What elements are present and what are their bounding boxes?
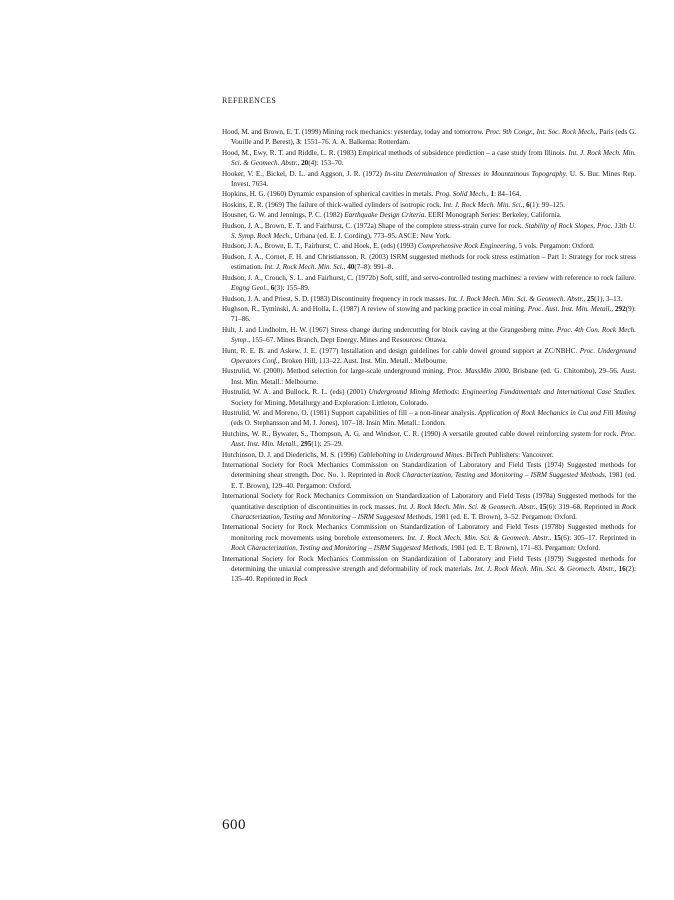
reference-entry bbox=[222, 200, 636, 210]
reference-text: , bbox=[343, 263, 348, 272]
reference-text: 25 bbox=[587, 294, 595, 303]
reference-text: Proc. 9th Congr., Int. Soc. Rock Mech. bbox=[485, 128, 596, 136]
reference-text: Hughson, R., Tyminski, A. and Holla, L. (1987) A review of stowing and packing practice in coal mining. bbox=[222, 304, 528, 313]
reference-text: (7–8): 991–8. bbox=[354, 263, 394, 272]
reference-text: , bbox=[614, 565, 619, 574]
reference-entry bbox=[222, 387, 636, 408]
reference-entry bbox=[222, 221, 636, 242]
reference-text: , bbox=[522, 200, 527, 209]
reference-text: Hoskins, E. R. (1969) The failure of thick-walled cylinders of isotropic rock. bbox=[222, 200, 444, 209]
reference-entry bbox=[222, 408, 636, 429]
reference-entry bbox=[222, 273, 636, 294]
reference-text: Hopkins, H. G. (1960) Dynamic expansion of spherical cavities in metals. bbox=[222, 190, 436, 199]
reference-entry bbox=[222, 460, 636, 491]
reference-text: Int. J. Rock Mech. Min. Sci. bbox=[264, 263, 344, 272]
reference-text: Int. J. Rock Mech. Min. Sci. bbox=[443, 200, 523, 209]
reference-text: , bbox=[583, 294, 587, 303]
reference-text: (6): 305–17. Reprinted in bbox=[560, 533, 636, 542]
reference-entry bbox=[222, 554, 636, 585]
reference-entry bbox=[222, 148, 636, 169]
reference-entry bbox=[222, 429, 636, 450]
reference-text: U. S. Bur. Mines Rep. Invest. 7654. bbox=[231, 169, 637, 189]
reference-text: In-situ Determination of Stresses in Mountainous Topography. bbox=[384, 169, 568, 178]
reference-entry bbox=[222, 366, 636, 387]
running-head: REFERENCES bbox=[222, 96, 277, 105]
reference-text: Comprehensive Rock Engineering bbox=[417, 242, 516, 251]
reference-text: , bbox=[535, 502, 540, 511]
reference-text: 15 bbox=[539, 502, 547, 511]
reference-text: Hudson, J. A., Cornet, F. H. and Christiansson, R. (2003) ISRM suggested methods for rock stress estimation – Part 1: Strategy for rock stress estimation. bbox=[222, 252, 636, 272]
reference-text: , Urbana (ed. E. J. Cording), 773–95. ASCE: New York. bbox=[290, 232, 451, 241]
reference-entry bbox=[222, 210, 636, 220]
reference-text: Society for Mining, Metallurgy and Exploration: Littleton, Colorado. bbox=[231, 398, 429, 407]
reference-text: , bbox=[486, 190, 491, 199]
reference-text: Int. J. Rock Mech. Min. Sci. & Geomech. Abstr. bbox=[398, 502, 536, 511]
reference-entry bbox=[222, 450, 636, 460]
reference-text: Earthquake Design Criteria. bbox=[344, 211, 427, 220]
reference-text: Rock bbox=[293, 575, 308, 584]
reference-text: International Society for Rock Mechanics Commission on Standardization of Laboratory and Field Tests (1979) Suggested methods for determining the uniaxial compressive strength and deformability of rock materials. bbox=[222, 554, 636, 574]
reference-text: Underground Mining Methods: Engineering Fundamentals and International Case Studies. bbox=[368, 388, 637, 397]
reference-text: Rock Characterization, Testing and Monitoring – ISRM Suggested Methods bbox=[231, 544, 448, 553]
reference-list bbox=[222, 127, 636, 585]
reference-text: Hutchins, W. R., Bywater, S., Thompson, A. G. and Windsor, C. R. (1990) A versatile grouted cable dowel reinforcing system for rock. bbox=[222, 429, 621, 438]
reference-text: (9): 71–86. bbox=[231, 304, 636, 324]
reference-entry bbox=[222, 127, 636, 148]
reference-text: International Society for Rock Mechanics Commission on Standardization of Laboratory and Field Tests (1974) Suggested methods for determining shear strength. Doc. No. 1. Reprinted in bbox=[222, 461, 636, 480]
reference-text: Int. J. Rock Mech. Min. Sci. & Geomech. Abstr. bbox=[448, 294, 584, 303]
reference-text: Proc. Aust. Inst. Min. Metall. bbox=[527, 304, 612, 313]
reference-text: , Broken Hill, 113–22. Aust. Inst. Min. Metall.: Melbourne. bbox=[277, 356, 448, 365]
reference-text: 16 bbox=[618, 565, 626, 574]
reference-text: Hood, M. and Brown, E. T. (1999) Mining rock mechanics: yesterday, today and tomorrow. bbox=[222, 128, 486, 136]
reference-text: 1 bbox=[490, 190, 495, 199]
reference-text: BiTech Publishers: Vancouver. bbox=[464, 450, 554, 459]
reference-entry bbox=[222, 304, 636, 325]
reference-text: Hood, M., Ewy, R. T. and Riddle, L. R. (1983) Empirical methods of subsidence prediction – a case study from Illinois. bbox=[222, 148, 569, 157]
reference-entry bbox=[222, 169, 636, 190]
reference-text: , Paris (eds G. Vouille and P. Berest), bbox=[231, 128, 637, 147]
reference-text: Int. J. Rock Mech. Min. Sci. & Geomech. Abstr. bbox=[474, 565, 615, 574]
reference-entry bbox=[222, 491, 636, 522]
reference-text: , 1981 (ed. E. T. Brown), 3–52. Pergamon: Oxford. bbox=[431, 513, 577, 522]
reference-text: Proc. MassMin 2000 bbox=[447, 367, 509, 376]
reference-text: , bbox=[267, 284, 271, 293]
reference-text: 15 bbox=[553, 533, 561, 542]
reference-text: Application of Rock Mechanics in Cut and Fill Mining bbox=[478, 408, 636, 417]
reference-text: , 1981 (ed. E. T. Brown), 171–83. Pergamon: Oxford. bbox=[447, 544, 601, 553]
reference-text: Int. J. Rock Mech. Min. Sci. & Geomech. Abstr. bbox=[407, 533, 550, 542]
reference-text: , 1981 (ed. E. T. Brown), 129–40. Pergamon: Oxford. bbox=[231, 471, 637, 490]
reference-text: Hudson, J. A., Crouch, S. L. and Fairhurst, C. (1972b) Soft, stiff, and servo-controlled testing machines: a review with reference to rock failure. bbox=[222, 273, 636, 282]
reference-text: Hustrulid, W. A. and Bullock, R. L. (eds) (2001) bbox=[222, 388, 369, 397]
reference-text: Cablebolting in Underground Mines. bbox=[358, 450, 465, 459]
reference-text: : 84–164. bbox=[494, 190, 522, 199]
reference-entry bbox=[222, 252, 636, 273]
reference-text: (2): 135–40. Reprinted in bbox=[231, 565, 636, 584]
reference-text: Prog. Solid Mech. bbox=[435, 190, 487, 199]
reference-entry bbox=[222, 189, 636, 199]
reference-text: Proc. Underground Operators Conf. bbox=[231, 346, 637, 365]
reference-text: , bbox=[611, 304, 615, 313]
reference-text: (eds O. Stephansson and M. J. Jones), 107–18. Insin Min. Metall.: London. bbox=[231, 419, 446, 428]
reference-text: Stability of Rock Slopes, Proc. 13th U. S. Symp. Rock Mech. bbox=[231, 221, 636, 241]
reference-text: 40 bbox=[347, 263, 355, 272]
reference-entry bbox=[222, 522, 636, 553]
reference-text: , bbox=[297, 440, 301, 449]
reference-text: , 5 vols. Pergamon: Oxford. bbox=[515, 242, 595, 251]
reference-text: Hudson, J. A., Brown, E. T. and Fairhurst, C. (1972a) Shape of the complete stress-strain curve for rock. bbox=[222, 221, 526, 230]
reference-text: Proc. Aust. Inst. Min. Metall. bbox=[231, 429, 636, 449]
reference-text: International Society for Rock Mechanics Commission on Standardization of Laboratory and Field Tests (1978a) Suggested methods for the quantitative description of discontinuities in rock masses. bbox=[222, 492, 636, 511]
reference-entry bbox=[222, 294, 636, 304]
reference-text: Hudson, J. A., Brown, E. T., Fairhurst, C. and Hoek, E. (eds) (1993) bbox=[222, 242, 418, 251]
reference-text: Proc. 4th Con. Rock Mech. Symp. bbox=[231, 325, 636, 345]
reference-text: , bbox=[297, 159, 302, 168]
reference-text: Hunt, R. E. B. and Askew, J. E. (1977) Installation and design guidelines for cable dowel ground support at ZC/NBHC. bbox=[222, 346, 580, 355]
reference-text: Hudson, J. A. and Priest, S. D. (1983) Discontinuity frequency in rock masses. bbox=[222, 294, 449, 303]
reference-text: 20 bbox=[301, 159, 309, 168]
reference-text: International Society for Rock Mechanics Commission on Standardization of Laboratory and Field Tests (1978b) Suggested methods for monitoring rock movements using borehole extensometers. bbox=[222, 523, 636, 542]
page-number: 600 bbox=[222, 817, 246, 833]
reference-text: Engng Geol. bbox=[231, 284, 268, 293]
reference-text: Hutchinson, D. J. and Diederichs, M. S. (1996) bbox=[222, 450, 359, 459]
reference-entry bbox=[222, 325, 636, 346]
reference-text: Hustrulid, W. and Moreno, O. (1981) Support capabilities of fill – a non-linear analysis. bbox=[222, 408, 479, 417]
reference-text: 295 bbox=[300, 440, 312, 449]
reference-text: 6 bbox=[526, 200, 530, 209]
reference-text: (4): 153–70. bbox=[308, 159, 344, 168]
reference-text: 6 bbox=[270, 284, 275, 293]
reference-text: Rock Characterization, Testing and Monitoring – ISRM Suggested Methods bbox=[231, 502, 636, 522]
reference-text: , Brisbane (ed. G. Chitombo), 29–56. Aust. Inst. Min. Metall.: Melbourne. bbox=[231, 367, 636, 386]
reference-text: Housner, G. W. and Jennings, P. C. (1982) bbox=[222, 211, 345, 220]
reference-text: , bbox=[549, 533, 554, 542]
reference-text: 292 bbox=[614, 304, 626, 313]
reference-text: Rock Characterization, Testing and Monitoring – ISRM Suggested Methods bbox=[385, 471, 605, 480]
reference-text: (6): 319–68. Reprinted in bbox=[546, 502, 622, 511]
reference-text: : 1551–76. A. A. Balkema: Rotterdam. bbox=[299, 138, 410, 147]
reference-text: (1), 3–13. bbox=[594, 294, 623, 303]
reference-text: , 155–67. Mines Branch, Dept Energy, Mines and Resources: Ottawa. bbox=[248, 336, 448, 345]
reference-text: EERI Monograph Series: Berkeley, California. bbox=[426, 211, 562, 220]
reference-text: (1): 25–29. bbox=[311, 440, 344, 449]
reference-text: Hustrulid, W. (2000). Method selection for large-scale underground mining. bbox=[222, 367, 448, 376]
reference-text: (1): 99–125. bbox=[529, 200, 565, 209]
reference-text: (3): 155–89. bbox=[274, 284, 310, 293]
reference-text: 3 bbox=[296, 138, 300, 147]
reference-text: Int. J. Rock Mech. Min. Sci. & Geomech. Abstr. bbox=[231, 148, 636, 168]
reference-entry bbox=[222, 346, 636, 367]
reference-text: Hult, J. and Lindholm, H. W. (1967) Stress change during undercutting for block caving at the Grangesberg mine. bbox=[222, 325, 557, 334]
reference-entry bbox=[222, 241, 636, 251]
reference-text: Hooker, V. E., Bickel, D. L. and Aggson, J. R. (1972) bbox=[222, 169, 385, 178]
